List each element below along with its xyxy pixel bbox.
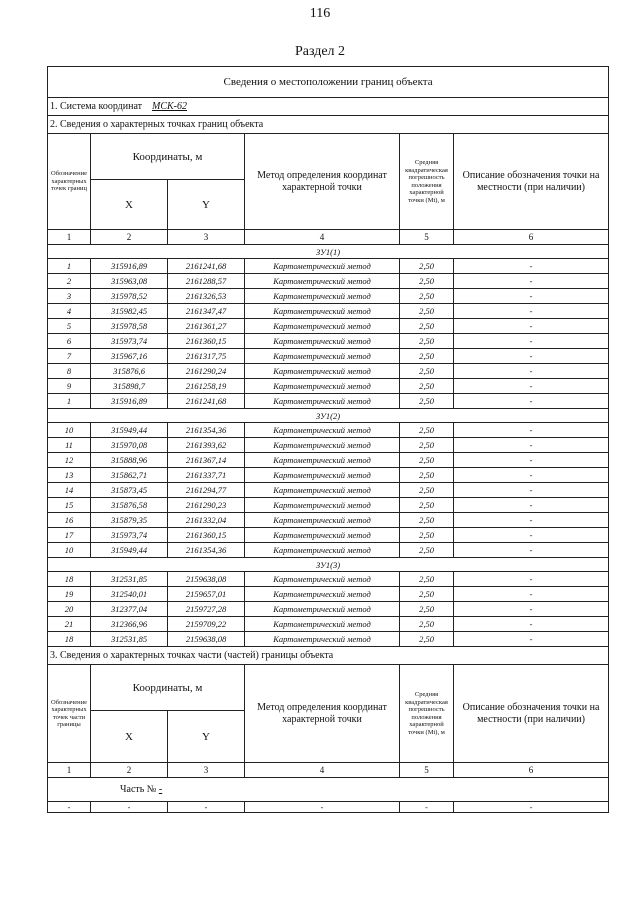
table-row: [48, 379, 609, 394]
table-row: [48, 617, 609, 632]
empty-cell: -: [400, 802, 454, 813]
table-row: [48, 349, 609, 364]
point-id: 2: [48, 274, 91, 289]
coords-header: Координаты, м: [91, 134, 245, 180]
parts-y-header: Y: [168, 711, 245, 763]
description: -: [454, 513, 609, 528]
error: 2,50: [400, 602, 454, 617]
y-coord: 2159638,08: [168, 572, 245, 587]
table-row: [48, 453, 609, 468]
point-id: 10: [48, 543, 91, 558]
table-row: [48, 498, 609, 513]
group-name: ЗУ1(3): [48, 558, 609, 572]
description: -: [454, 259, 609, 274]
error: 2,50: [400, 379, 454, 394]
method: Картометрический метод: [245, 259, 400, 274]
x-coord: 315876,58: [91, 498, 168, 513]
column-number: 2: [91, 763, 168, 778]
method: Картометрический метод: [245, 349, 400, 364]
y-coord: 2159709,22: [168, 617, 245, 632]
method: Картометрический метод: [245, 423, 400, 438]
x-coord: 315973,74: [91, 528, 168, 543]
table-row: [48, 364, 609, 379]
table-row: [48, 259, 609, 274]
error: 2,50: [400, 289, 454, 304]
error: 2,50: [400, 543, 454, 558]
x-coord: 315862,71: [91, 468, 168, 483]
error: 2,50: [400, 349, 454, 364]
description: -: [454, 632, 609, 647]
y-coord: 2161354,36: [168, 423, 245, 438]
point-id: 14: [48, 483, 91, 498]
part-number-row: [48, 778, 609, 802]
method: Картометрический метод: [245, 319, 400, 334]
point-id: 17: [48, 528, 91, 543]
y-coord: 2159638,08: [168, 632, 245, 647]
method: Картометрический метод: [245, 513, 400, 528]
parts-method-header: Метод определения координат характерной точки: [245, 665, 400, 763]
point-id: 12: [48, 453, 91, 468]
y-coord: 2159727,28: [168, 602, 245, 617]
point-id: 18: [48, 572, 91, 587]
table-row: [48, 543, 609, 558]
method: Картометрический метод: [245, 438, 400, 453]
description: -: [454, 617, 609, 632]
section-title: Раздел 2: [294, 44, 346, 59]
method: Картометрический метод: [245, 498, 400, 513]
y-coord: 2161241,68: [168, 394, 245, 409]
description: -: [454, 274, 609, 289]
points-section-title: 2. Сведения о характерных точках границ объекта: [48, 116, 609, 134]
description: -: [454, 319, 609, 334]
description: -: [454, 394, 609, 409]
y-coord: 2159657,01: [168, 587, 245, 602]
group-name: ЗУ1(2): [48, 409, 609, 423]
table-row: [48, 438, 609, 453]
error: 2,50: [400, 334, 454, 349]
parts-section-title: 3. Сведения о характерных точках части (частей) границы объекта: [48, 647, 609, 665]
x-coord: 312377,04: [91, 602, 168, 617]
parts-column-number-row: [48, 763, 609, 778]
point-id: 21: [48, 617, 91, 632]
table-row: [48, 334, 609, 349]
table-row: [48, 632, 609, 647]
description: -: [454, 528, 609, 543]
table-row: [48, 319, 609, 334]
error: 2,50: [400, 528, 454, 543]
description: -: [454, 334, 609, 349]
point-id: 6: [48, 334, 91, 349]
description: -: [454, 304, 609, 319]
error: 2,50: [400, 304, 454, 319]
method: Картометрический метод: [245, 334, 400, 349]
description: -: [454, 468, 609, 483]
error: 2,50: [400, 513, 454, 528]
column-number: 5: [400, 230, 454, 245]
empty-cell: -: [454, 802, 609, 813]
empty-cell: -: [245, 802, 400, 813]
error: 2,50: [400, 394, 454, 409]
group-row: [48, 409, 609, 423]
description: -: [454, 453, 609, 468]
part-value: -: [158, 784, 163, 795]
y-coord: 2161294,77: [168, 483, 245, 498]
x-coord: 315978,52: [91, 289, 168, 304]
error: 2,50: [400, 632, 454, 647]
column-number: 1: [48, 230, 91, 245]
parts-x-header: X: [91, 711, 168, 763]
y-coord: 2161393,62: [168, 438, 245, 453]
empty-cell: -: [48, 802, 91, 813]
y-coord: 2161361,27: [168, 319, 245, 334]
method: Картометрический метод: [245, 483, 400, 498]
y-coord: 2161258,19: [168, 379, 245, 394]
x-coord: 312540,01: [91, 587, 168, 602]
method: Картометрический метод: [245, 543, 400, 558]
table-row: [48, 572, 609, 587]
point-id: 20: [48, 602, 91, 617]
x-coord: 315898,7: [91, 379, 168, 394]
error: 2,50: [400, 364, 454, 379]
empty-cell: -: [91, 802, 168, 813]
column-number: 6: [454, 763, 609, 778]
column-number: 3: [168, 763, 245, 778]
error-header: Средняя квадратическая погрешность положения характерной точки (Mt), м: [400, 134, 454, 230]
x-coord: 315982,45: [91, 304, 168, 319]
y-coord: 2161354,36: [168, 543, 245, 558]
point-label-header: Обозначение характерных точек границ: [48, 134, 91, 230]
method: Картометрический метод: [245, 632, 400, 647]
point-id: 10: [48, 423, 91, 438]
parts-description-header: Описание обозначения точки на местности (при наличии): [454, 665, 609, 763]
error: 2,50: [400, 259, 454, 274]
table-row: [48, 468, 609, 483]
x-coord: 312366,96: [91, 617, 168, 632]
x-coord: 315873,45: [91, 483, 168, 498]
y-coord: 2161326,53: [168, 289, 245, 304]
parts-table-body: [48, 647, 609, 813]
page-number: 116: [309, 6, 331, 21]
method: Картометрический метод: [245, 587, 400, 602]
x-coord: 312531,85: [91, 632, 168, 647]
column-number: 5: [400, 763, 454, 778]
group-row: [48, 245, 609, 259]
method: Картометрический метод: [245, 289, 400, 304]
part-label: Часть №: [120, 784, 157, 795]
description: -: [454, 364, 609, 379]
error: 2,50: [400, 438, 454, 453]
point-id: 1: [48, 394, 91, 409]
error: 2,50: [400, 483, 454, 498]
column-number: 4: [245, 763, 400, 778]
column-number: 3: [168, 230, 245, 245]
point-id: 16: [48, 513, 91, 528]
point-id: 4: [48, 304, 91, 319]
point-id: 13: [48, 468, 91, 483]
method: Картометрический метод: [245, 304, 400, 319]
table-row: [48, 483, 609, 498]
table-row: [48, 513, 609, 528]
y-coord: 2161317,75: [168, 349, 245, 364]
table-row: [48, 528, 609, 543]
method: Картометрический метод: [245, 453, 400, 468]
error: 2,50: [400, 423, 454, 438]
point-id: 15: [48, 498, 91, 513]
empty-cell: -: [168, 802, 245, 813]
table-row: [48, 587, 609, 602]
empty-row: [48, 802, 609, 813]
y-coord: 2161288,57: [168, 274, 245, 289]
x-header: X: [91, 180, 168, 230]
x-coord: 315879,35: [91, 513, 168, 528]
x-coord: 315916,89: [91, 394, 168, 409]
table-row: [48, 602, 609, 617]
error: 2,50: [400, 617, 454, 632]
group-row: [48, 558, 609, 572]
table-row: [48, 274, 609, 289]
x-coord: 315973,74: [91, 334, 168, 349]
column-number: 6: [454, 230, 609, 245]
description: -: [454, 289, 609, 304]
x-coord: 315967,16: [91, 349, 168, 364]
boundary-table: [47, 66, 609, 813]
description: -: [454, 543, 609, 558]
parts-coords-header: Координаты, м: [91, 665, 245, 711]
point-id: 11: [48, 438, 91, 453]
y-coord: 2161290,24: [168, 364, 245, 379]
description: -: [454, 587, 609, 602]
point-id: 3: [48, 289, 91, 304]
error: 2,50: [400, 453, 454, 468]
column-number-row: [48, 230, 609, 245]
description: -: [454, 483, 609, 498]
error: 2,50: [400, 572, 454, 587]
y-coord: 2161241,68: [168, 259, 245, 274]
x-coord: 315963,08: [91, 274, 168, 289]
point-id: 1: [48, 259, 91, 274]
y-coord: 2161360,15: [168, 334, 245, 349]
point-id: 9: [48, 379, 91, 394]
error: 2,50: [400, 468, 454, 483]
method: Картометрический метод: [245, 394, 400, 409]
error: 2,50: [400, 274, 454, 289]
column-number: 1: [48, 763, 91, 778]
y-coord: 2161290,23: [168, 498, 245, 513]
method: Картометрический метод: [245, 602, 400, 617]
parts-error-header: Средняя квадратическая погрешность положения характерной точки (Mt), м: [400, 665, 454, 763]
coord-system-row: [48, 98, 609, 116]
point-id: 8: [48, 364, 91, 379]
description-header: Описание обозначения точки на местности (при наличии): [454, 134, 609, 230]
description: -: [454, 438, 609, 453]
method: Картометрический метод: [245, 468, 400, 483]
table-row: [48, 423, 609, 438]
coord-system-value: МСК-62: [152, 101, 188, 112]
y-coord: 2161332,04: [168, 513, 245, 528]
y-coord: 2161347,47: [168, 304, 245, 319]
description: -: [454, 498, 609, 513]
group-name: ЗУ1(1): [48, 245, 609, 259]
error: 2,50: [400, 498, 454, 513]
description: -: [454, 349, 609, 364]
description: -: [454, 423, 609, 438]
description: -: [454, 602, 609, 617]
header-title: Сведения о местоположении границ объекта: [48, 67, 609, 98]
error: 2,50: [400, 319, 454, 334]
y-coord: 2161337,71: [168, 468, 245, 483]
table-body: [48, 67, 609, 647]
x-coord: 315970,08: [91, 438, 168, 453]
description: -: [454, 572, 609, 587]
x-coord: 315949,44: [91, 543, 168, 558]
table-row: [48, 394, 609, 409]
x-coord: 315978,58: [91, 319, 168, 334]
y-coord: 2161360,15: [168, 528, 245, 543]
x-coord: 315916,89: [91, 259, 168, 274]
y-coord: 2161367,14: [168, 453, 245, 468]
point-id: 19: [48, 587, 91, 602]
method: Картометрический метод: [245, 528, 400, 543]
point-id: 5: [48, 319, 91, 334]
table-row: [48, 289, 609, 304]
column-number: 4: [245, 230, 400, 245]
method: Картометрический метод: [245, 617, 400, 632]
column-number: 2: [91, 230, 168, 245]
method: Картометрический метод: [245, 364, 400, 379]
part-point-label-header: Обозначение характерных точек части границы: [48, 665, 91, 763]
point-id: 7: [48, 349, 91, 364]
method-header: Метод определения координат характерной точки: [245, 134, 400, 230]
method: Картометрический метод: [245, 572, 400, 587]
x-coord: 315876,6: [91, 364, 168, 379]
x-coord: 312531,85: [91, 572, 168, 587]
table-row: [48, 304, 609, 319]
x-coord: 315949,44: [91, 423, 168, 438]
description: -: [454, 379, 609, 394]
point-id: 18: [48, 632, 91, 647]
error: 2,50: [400, 587, 454, 602]
method: Картометрический метод: [245, 379, 400, 394]
x-coord: 315888,96: [91, 453, 168, 468]
y-header: Y: [168, 180, 245, 230]
method: Картометрический метод: [245, 274, 400, 289]
coord-system-label: 1. Система координат: [50, 101, 143, 112]
